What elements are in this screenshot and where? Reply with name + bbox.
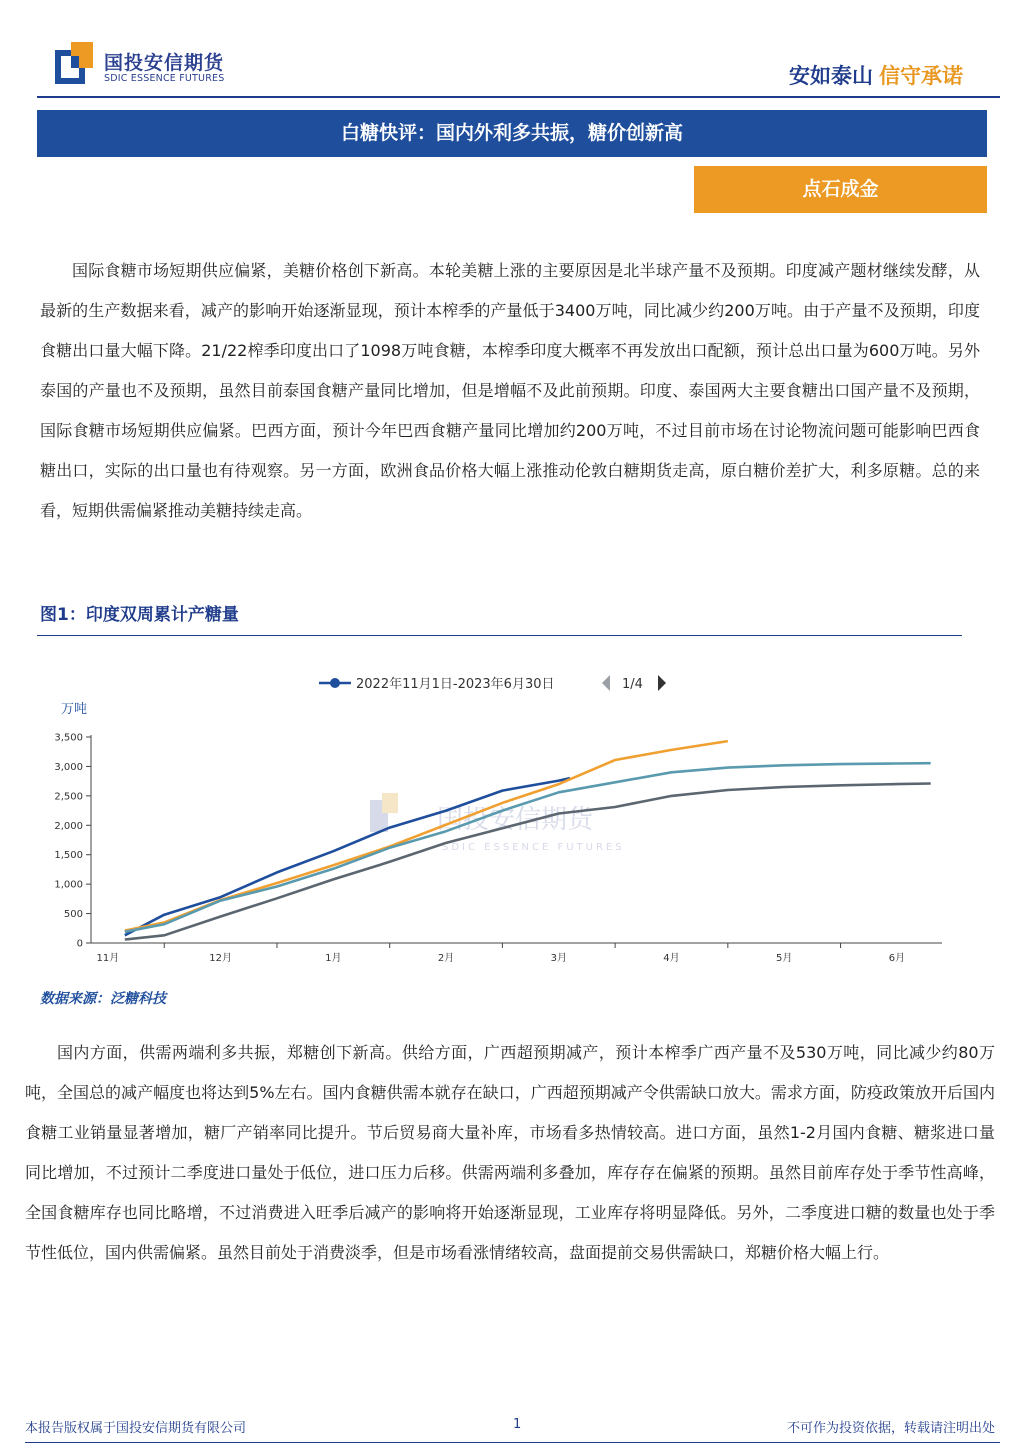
- legend-marker-icon: [330, 678, 340, 688]
- slogan-part1: 安如泰山: [789, 64, 873, 88]
- paragraph-international: 国际食糖市场短期供应偏紧，美糖价格创下新高。本轮美糖上涨的主要原因是北半球产量不及预期。印度减产题材继续发酵，从最新的生产数据来看，减产的影响开始逐渐显现，预计本榨季的产量低于3400万吨，同比减少约200万吨。由于产量不及预期，印度食糖出口量大幅下降。21/22榨季印度出口了1098万吨食糖，本榨季印度大概率不再发放出口配额，预计总出口量为600万吨。另外泰国的产量也不及预期，虽然目前泰国食糖产量同比增加，但是增幅不及此前预期。印度、泰国两大主要食糖出口国产量不及预期，国际食糖市场短期供应偏紧。巴西方面，预计今年巴西食糖产量同比增加约200万吨，不过目前市场在讨论物流问题可能影响巴西食糖出口，实际的出口量也有待观察。另一方面，欧洲食品价格大幅上涨推动伦敦白糖期货走高，原白糖价差扩大，利多原糖。总的来看，短期供需偏紧推动美糖持续走高。: [40, 261, 980, 520]
- slogan: [789, 60, 963, 90]
- legend-pager: 1/4: [622, 677, 643, 692]
- legend-prev-icon[interactable]: [602, 675, 610, 691]
- figure-divider: [37, 635, 962, 636]
- x-tick-label: 6月: [888, 953, 906, 964]
- paragraph-domestic: 国内方面，供需两端利多共振，郑糖创下新高。供给方面，广西超预期减产，预计本榨季广西产量不及530万吨，同比减少约80万吨，全国总的减产幅度也将达到5%左右。国内食糖供需本就存在缺口，广西超预期减产令供需缺口放大。需求方面，防疫政策放开后国内食糖工业销量显著增加，糖厂产销率同比提升。节后贸易商大量补库，市场看多热情较高。进口方面，虽然1-2月国内食糖、糖浆进口量同比增加，不过预计二季度进口量处于低位，进口压力后移。供需两端利多叠加，库存存在偏紧的预期。虽然目前库存处于季节性高峰，全国食糖库存也同比略增，不过消费进入旺季后减产的影响将开始逐渐显现，工业库存将明显降低。另外，二季度进口糖的数量也处于季节性低位，国内供需偏紧。虽然目前处于消费淡季，但是市场看涨情绪较高，盘面提前交易供需缺口，郑糖价格大幅上行。: [25, 1043, 995, 1262]
- page-number: 1: [513, 1417, 522, 1432]
- y-tick-label: 1,500: [54, 850, 83, 862]
- x-tick-label: 2月: [437, 953, 455, 964]
- data-source: 数据来源：泛糖科技: [40, 991, 166, 1007]
- x-tick-label: 4月: [663, 953, 680, 964]
- y-tick-label: 2,000: [54, 820, 83, 832]
- legend-label: 2022年11月1日-2023年6月30日: [356, 677, 555, 692]
- y-tick-label: 0: [76, 938, 83, 950]
- y-tick-label: 500: [63, 909, 83, 921]
- report-title: 白糖快评：国内外利多共振，糖价创新高: [37, 110, 987, 157]
- legend-next-icon[interactable]: [658, 675, 666, 691]
- x-tick-label: 1月: [325, 953, 342, 964]
- logo-name-en: SDIC ESSENCE FUTURES: [104, 73, 225, 84]
- y-tick-label: 3,000: [54, 761, 83, 773]
- india-sugar-production-chart: [37, 650, 962, 975]
- logo-name-cn: 国投安信期货: [104, 52, 225, 74]
- figure-title: 图1：印度双周累计产糖量: [40, 605, 239, 625]
- y-axis-unit: 万吨: [61, 702, 88, 717]
- header-divider: [37, 96, 1000, 98]
- x-tick-label: 5月: [776, 953, 793, 964]
- chart-series: [125, 741, 931, 939]
- x-tick-label: 12月: [209, 953, 232, 964]
- watermark-cn: 国投安信期货: [437, 805, 594, 835]
- chart-legend: [319, 675, 666, 692]
- y-tick-label: 2,500: [54, 791, 83, 803]
- company-logo-icon: [55, 42, 97, 84]
- y-tick-label: 3,500: [54, 732, 83, 744]
- footer-copyright: 本报告版权属于国投安信期货有限公司: [25, 1421, 247, 1436]
- x-tick-label: 11月: [96, 953, 120, 964]
- slogan-part2: 信守承诺: [879, 64, 963, 88]
- x-tick-label: 3月: [550, 953, 567, 964]
- footer-disclaimer: 不可作为投资依据，转载请注明出处: [786, 1421, 995, 1436]
- y-tick-label: 1,000: [54, 879, 83, 891]
- footer-divider: [25, 1442, 1000, 1443]
- watermark-en: SDIC ESSENCE FUTURES: [442, 842, 625, 853]
- report-tag: 点石成金: [694, 166, 987, 213]
